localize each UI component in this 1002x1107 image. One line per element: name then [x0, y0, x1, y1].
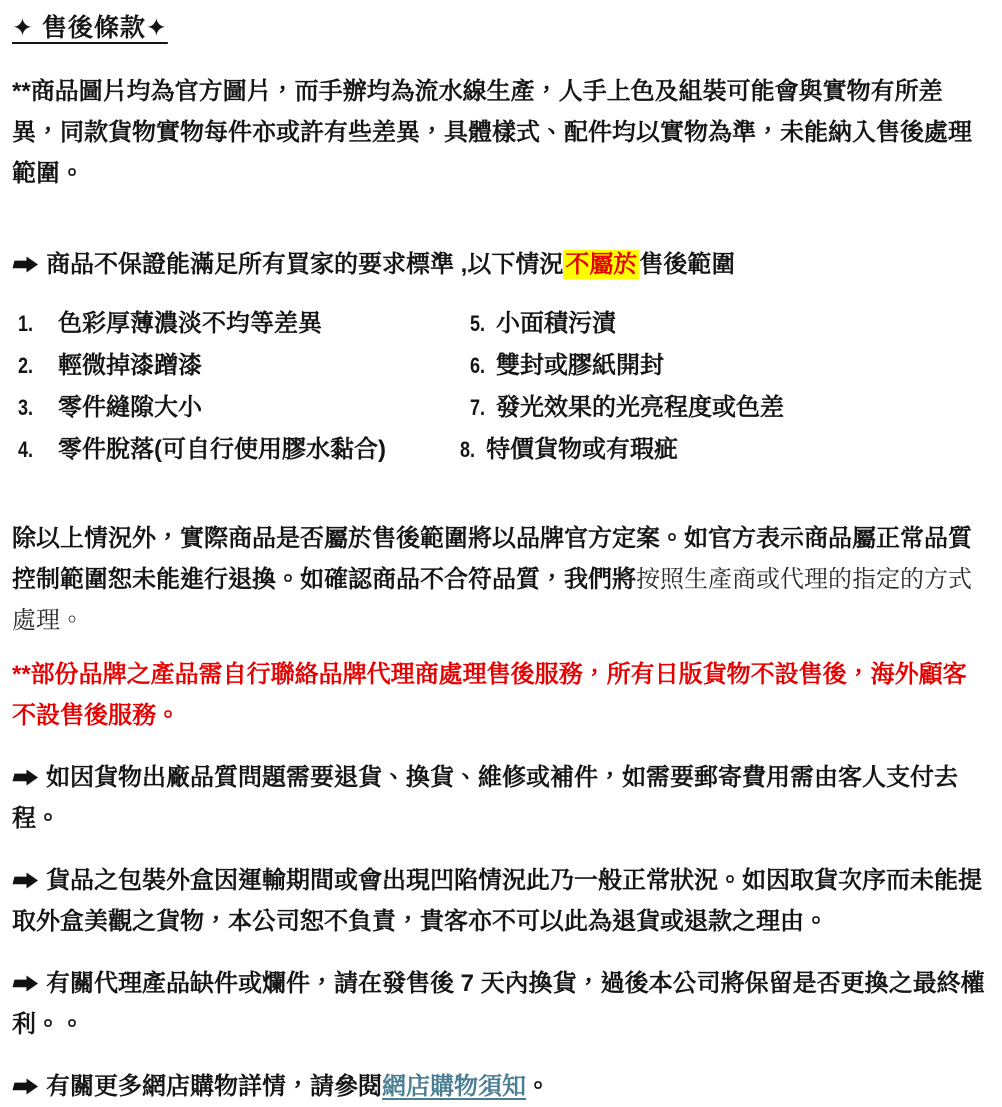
note-text: 有關代理產品缺件或爛件，請在發售後 7 天內換貨，過後本公司將保留是否更換之最終權利。。	[12, 970, 985, 1038]
item-number: 3.	[18, 395, 34, 420]
right-arrow-icon	[12, 867, 46, 894]
note-text: 貨品之包裝外盒因運輸期間或會出現凹陷情況此乃一般正常狀況。如因取貨次序而未能提取外盒美觀之貨物，本公司恕不負責，貴客亦不可以此為退貨或退款之理由。	[12, 867, 982, 935]
note-return-shipping	[12, 757, 987, 839]
note-packaging-dents	[12, 860, 987, 942]
not-covered-heading	[12, 244, 986, 279]
right-arrow-icon	[12, 1073, 46, 1100]
item-number: 8.	[460, 437, 476, 462]
decision-regular-text: 按照生產商或代理的指定的方式處理。	[12, 566, 972, 634]
item-number: 7.	[470, 395, 486, 420]
list-item	[470, 303, 986, 345]
item-text: 特價貨物或有瑕疵	[486, 436, 678, 463]
right-arrow-icon	[12, 970, 46, 997]
note-more-info	[12, 1066, 987, 1107]
list-item	[18, 387, 470, 429]
decision-paragraph	[12, 518, 987, 641]
page-title: ✦ 售後條款✦	[12, 14, 168, 42]
item-number: 1.	[18, 311, 34, 336]
not-covered-suffix: 售後範圍	[639, 251, 736, 278]
list-item	[18, 429, 470, 471]
list-item	[470, 345, 986, 387]
more-info-prefix: 有關更多網店購物詳情，請參閱	[46, 1073, 382, 1100]
decision-bold-text: 除以上情況外，實際商品是否屬於售後範圍將以品牌官方定案。如官方表示商品屬正常品質控制範圍恕未能進行退換。如確認商品不合符品質，我們將	[12, 525, 972, 593]
item-text: 零件脫落(可自行使用膠水黏合)	[58, 436, 386, 463]
right-arrow-icon	[12, 764, 46, 791]
list-item	[460, 429, 986, 471]
item-number: 2.	[18, 353, 34, 378]
item-text: 零件縫隙大小	[58, 394, 202, 421]
not-covered-highlight: 不屬於	[565, 251, 638, 278]
item-text: 發光效果的光亮程度或色差	[496, 394, 784, 421]
note-missing-parts	[12, 963, 987, 1045]
item-text: 輕微掉漆蹭漆	[58, 352, 202, 379]
not-covered-prefix: 商品不保證能滿足所有買家的要求標準 ,以下情況	[46, 251, 564, 278]
item-text: 色彩厚薄濃淡不均等差異	[58, 310, 322, 337]
shop-guide-link[interactable]: 網店購物須知	[382, 1073, 526, 1100]
red-notice-paragraph: **部份品牌之產品需自行聯絡品牌代理商處理售後服務，所有日版貨物不設售後，海外顧客不設售後服務。	[12, 661, 967, 729]
exclusion-list-right-column	[460, 303, 986, 471]
item-text: 雙封或膠紙開封	[496, 352, 664, 379]
list-item	[18, 345, 470, 387]
more-info-suffix: 。	[526, 1073, 550, 1100]
intro-paragraph: **商品圖片均為官方圖片，而手辦均為流水線生產，人手上色及組裝可能會與實物有所差異，同款貨物實物每件亦或許有些差異，具體樣式、配件均以實物為準，未能納入售後處理範圍。	[12, 78, 972, 187]
exclusion-list-left-column	[18, 303, 470, 471]
list-item	[470, 387, 986, 429]
list-item	[18, 303, 470, 345]
exclusion-list	[12, 303, 986, 471]
item-number: 4.	[18, 437, 34, 462]
item-text: 小面積污漬	[496, 310, 616, 337]
item-number: 5.	[470, 311, 486, 336]
item-number: 6.	[470, 353, 486, 378]
note-text: 如因貨物出廠品質問題需要退貨、換貨、維修或補件，如需要郵寄費用需由客人支付去程。	[12, 764, 958, 832]
right-arrow-icon	[12, 251, 46, 278]
